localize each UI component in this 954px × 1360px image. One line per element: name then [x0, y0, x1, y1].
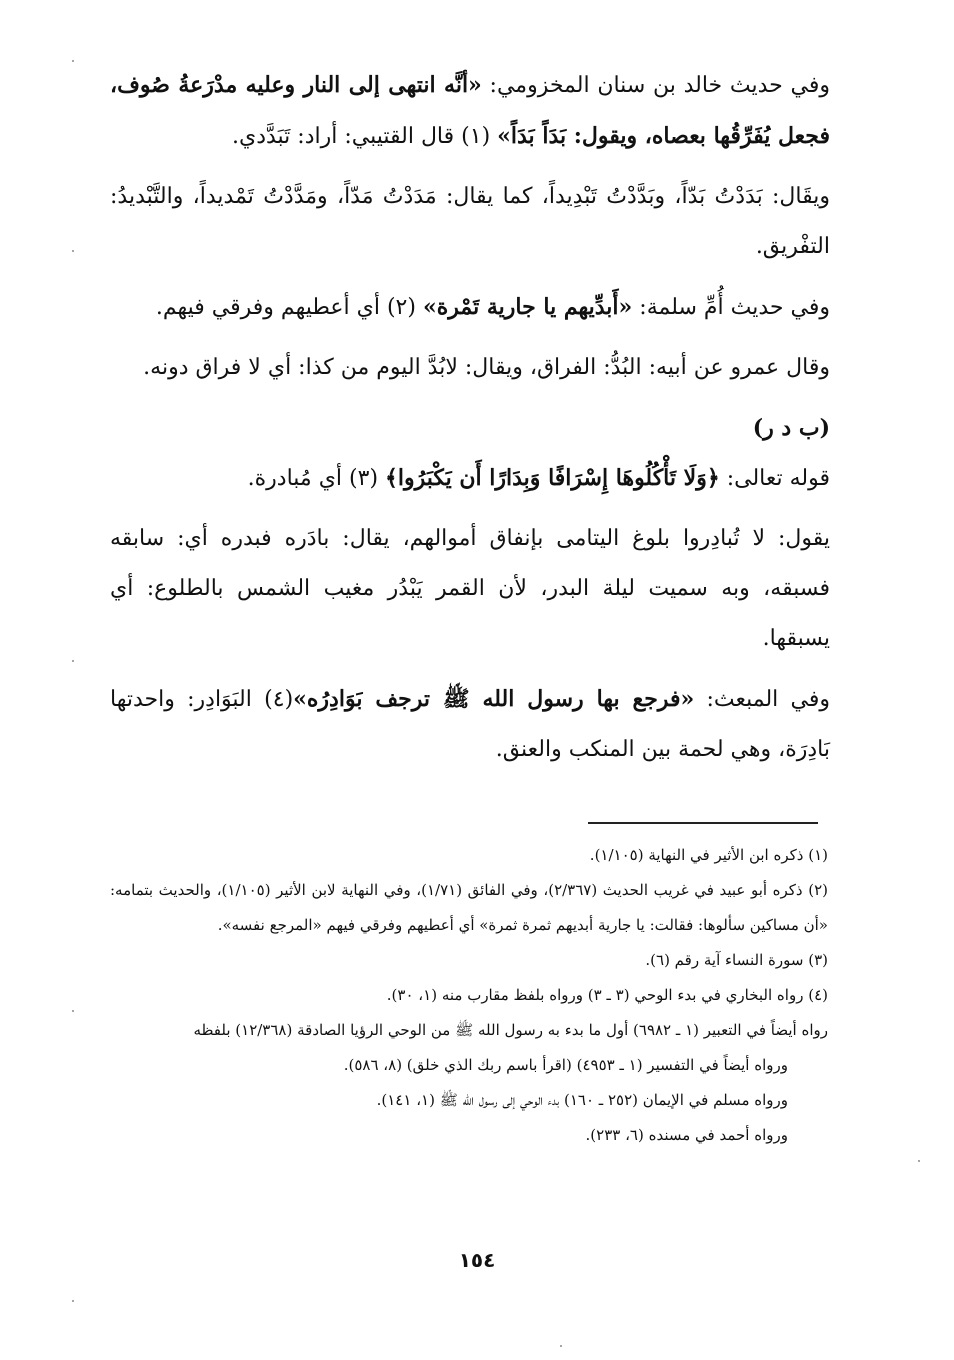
paragraph: [110, 453, 830, 504]
scan-speck: [918, 1160, 920, 1162]
footnotes: [110, 838, 828, 1153]
footnote-continuation: ورواه مسلم في الإيمان (٢٥٢ ـ ١٦٠) بدء الوحي إلى رسول الله ﷺ (١، ١٤١).: [376, 1091, 788, 1109]
text-run: (٢) أي أعطيهم وفرقي فيهم.: [155, 295, 423, 320]
footnote: (١) ذكره ابن الأثير في النهاية (١/١٠٥).: [589, 846, 828, 864]
footnote-continuation: رواه أيضاً في التعبير (١ ـ ٦٩٨٢) أول ما بدء به رسول الله ﷺ من الوحي الرؤيا الصادقة (١٢/٣٦٨) بلفظه: [193, 1021, 828, 1039]
scan-speck: [72, 660, 74, 662]
hadith-quote: «فرجع بها رسول الله ﷺ ترجف بَوَادِرُه»: [293, 686, 695, 712]
scan-speck: [72, 1010, 74, 1012]
footnote-separator: [588, 822, 818, 824]
text-run: (٣) أي مُبادرة.: [247, 466, 386, 491]
paragraph: [110, 343, 830, 393]
page-number: ١٥٤: [458, 1248, 496, 1272]
footnote: (٣) سورة النساء آية رقم (٦).: [645, 951, 828, 969]
text-run: ويقَال: بَدَدْتُ بَدّاً، وبَدَّدْتُ تَبْدِيداً، كما يقال: مَدَدْتُ مَدّاً، ومَدَّدْتُ تَمْديداً، والتَّبْديدُ: التفْريق.: [110, 184, 830, 259]
section-heading: (ب د ر): [752, 415, 830, 441]
paragraph: [110, 514, 830, 664]
scan-speck: [72, 1300, 74, 1302]
text-run: وفي حديث خالد بن سنان المخزومي:: [481, 73, 830, 98]
scan-speck: [72, 60, 74, 62]
paragraph: [110, 674, 830, 775]
paragraph: [110, 60, 830, 162]
text-run: يقول: لا تُبادِروا بلوغ اليتامى بإنفاق أموالهم، يقال: بادَره فبدره أي: سابقه فسبقه، وبه سميت ليلة البدر، لأن القمر يَبْدُر مغيب الشمس بالطلوع: أي يسبقها.: [110, 526, 830, 651]
text-run: قوله تعالى:: [719, 466, 830, 491]
footnote: (٤) رواه البخاري في بدء الوحي (٣ ـ ٣) ورواه بلفظ مقارب منه (١، ٣٠).: [386, 986, 828, 1004]
footnote-continuation: ورواه أيضاً في التفسير (١ ـ ٤٩٥٣) (اقرأ باسم ربك الذي خلق) (٨، ٥٨٦).: [343, 1056, 788, 1074]
main-text: [110, 60, 830, 785]
footnote-continuation: ورواه أحمد في مسنده (٦، ٢٣٣).: [585, 1126, 788, 1144]
quran-verse: ﴿وَلَا تَأْكُلُوهَا إِسْرَافًا وَبِدَارًا أَن يَكْبَرُوا﴾: [385, 465, 720, 491]
footnote: (٢) ذكره أبو عبيد في غريب الحديث (٢/٣٦٧)، وفي الفائق (١/٧١)، وفي النهاية لابن الأثير (١/١٠٥)، والحديث بتمامه: «أن مساكين سألوها: فقالت: يا جارية أبديهم ثمرة ثمرة» أي أعطيهم وفرقي فيهم «المرجع نفسه».: [110, 881, 828, 934]
text-run: وفي حديث أُمِّ سلمة:: [632, 295, 830, 320]
paragraph: [110, 172, 830, 272]
hadith-quote: «أَبدِّيهم يا جارية تَمْرة»: [422, 294, 633, 320]
text-run: وقال عمرو عن أبيه: البُدُّ: الفراق، ويقال: لابُدَّ اليوم من كذا: أي لا فراق دونه.: [143, 355, 830, 380]
hadith-quote: «أنَّه انتهى إلى النار وعليه مدْرَعةُ صُوف، فجعل يُفَرِّقُها بعصاه، ويقول: بَدَاً بَدَاً»: [110, 72, 830, 149]
text-run: (١) قال القتيبي: أراد: تَبَدَّدي.: [231, 124, 498, 149]
scan-speck: [72, 250, 74, 252]
text-run: (٤) البَوَادِر: واحدتها بَادِرَة، وهي لحمة بين المنكب والعنق.: [110, 687, 830, 762]
scan-speck: [560, 1345, 562, 1347]
paragraph: [110, 282, 830, 333]
text-run: وفي المبعث:: [694, 687, 831, 712]
